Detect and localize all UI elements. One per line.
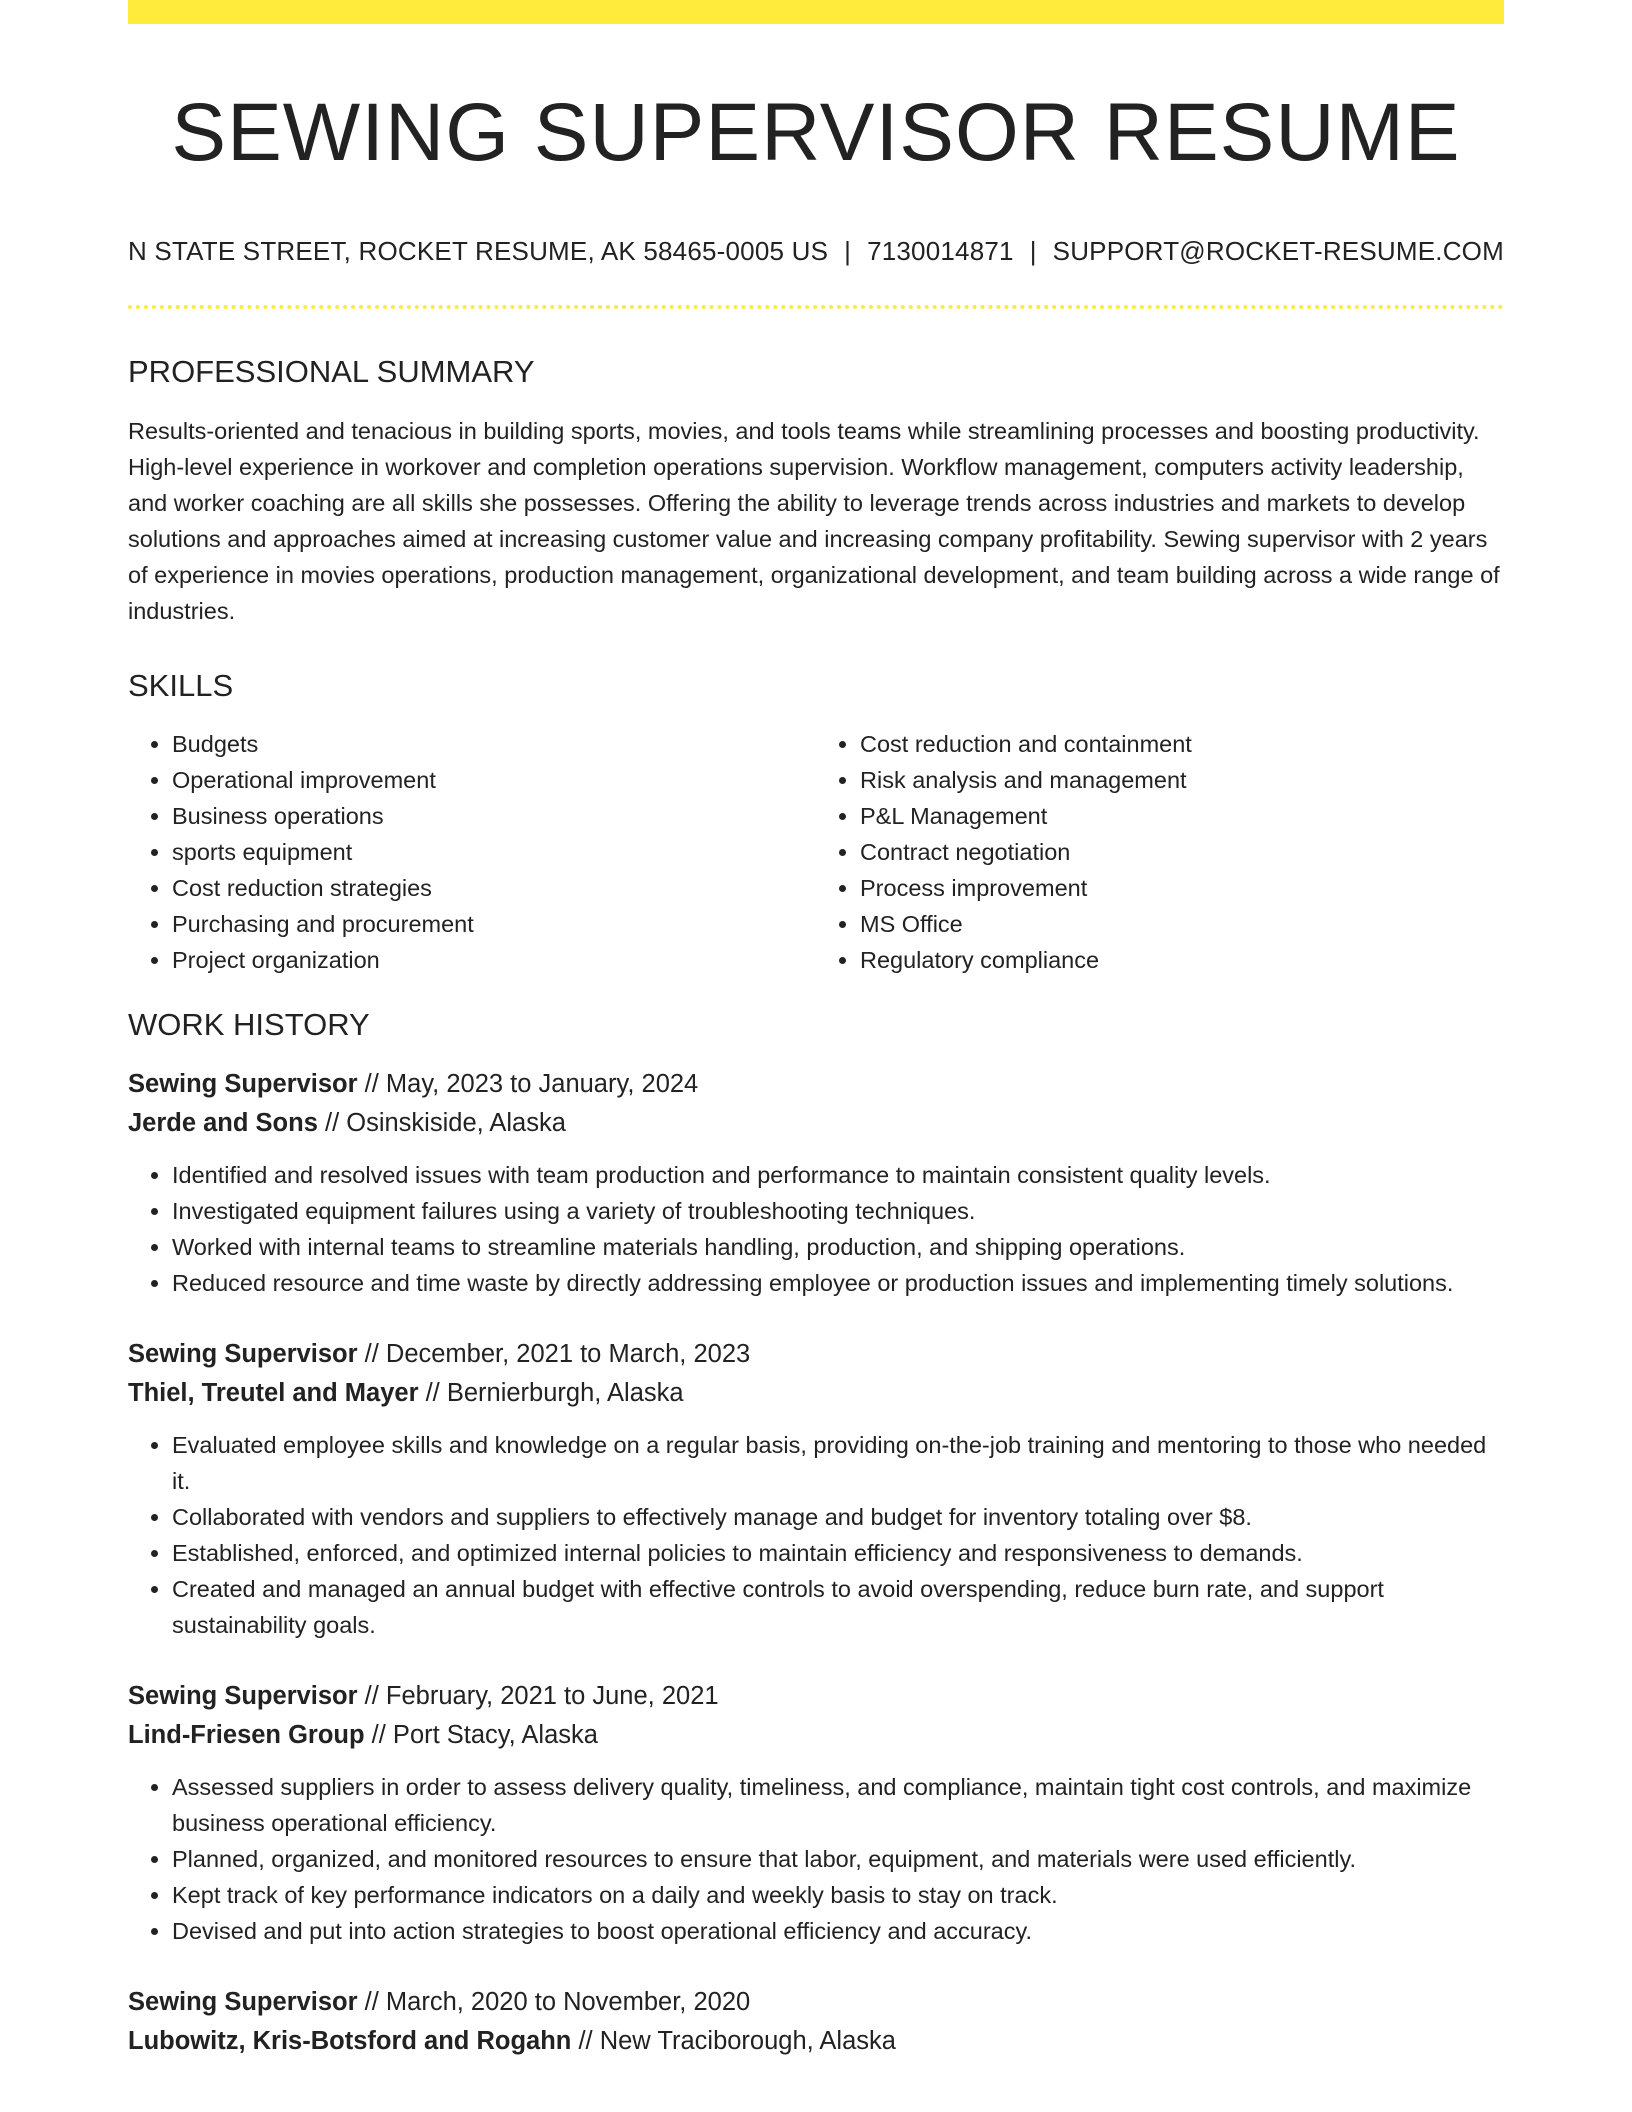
skills-heading: SKILLS bbox=[128, 667, 234, 703]
job-title: Sewing Supervisor bbox=[128, 1339, 358, 1368]
job-location: // New Traciborough, Alaska bbox=[571, 2026, 896, 2055]
job-company: Lubowitz, Kris-Botsford and Rogahn bbox=[128, 2026, 572, 2055]
contact-line bbox=[128, 236, 1504, 267]
skills-left-list bbox=[128, 726, 816, 978]
job-entry bbox=[128, 1335, 1504, 1643]
skills-columns bbox=[128, 726, 1504, 978]
summary-text: Results-oriented and tenacious in building sports, movies, and tools teams while streamlining processes and boosting productivity. High-level experience in workover and completion operations supervision. Workflow management, computers activity leadership, and worker coaching are all skills she possesses. Offering the ability to leverage trends across industries and markets to develop solutions and approaches aimed at increasing customer value and increasing company profitability. Sewing supervisor with 2 years of experience in movies operations, production management, organizational development, and team building across a wide range of industries. bbox=[128, 417, 1500, 624]
job-bullet: • Identified and resolved issues with team production and performance to maintain consistent quality levels. bbox=[172, 1157, 1504, 1193]
job-location: // Port Stacy, Alaska bbox=[364, 1720, 598, 1749]
job-location: // Bernierburgh, Alaska bbox=[418, 1378, 684, 1407]
job-bullet: • Kept track of key performance indicators on a daily and weekly basis to stay on track. bbox=[172, 1877, 1504, 1913]
job-company-line bbox=[128, 1374, 1504, 1413]
job-location: // Osinskiside, Alaska bbox=[317, 1108, 566, 1137]
skill-item: • Purchasing and procurement bbox=[172, 906, 816, 942]
skill-item: • P&L Management bbox=[860, 798, 1504, 834]
skill-item: • Operational improvement bbox=[172, 762, 816, 798]
summary-heading: PROFESSIONAL SUMMARY bbox=[128, 354, 535, 390]
job-title-line bbox=[128, 1335, 1504, 1374]
job-title-line bbox=[128, 1983, 1504, 2022]
skill-item: • Budgets bbox=[172, 726, 816, 762]
job-company: Thiel, Treutel and Mayer bbox=[128, 1378, 419, 1407]
skill-item: • Process improvement bbox=[860, 870, 1504, 906]
job-bullet: • Worked with internal teams to streamline materials handling, production, and shipping operations. bbox=[172, 1229, 1504, 1265]
resume-content bbox=[128, 0, 1504, 2061]
job-dates: // December, 2021 to March, 2023 bbox=[357, 1339, 751, 1368]
job-entry bbox=[128, 1065, 1504, 1301]
job-dates: // February, 2021 to June, 2021 bbox=[357, 1681, 719, 1710]
job-title: Sewing Supervisor bbox=[128, 1069, 358, 1098]
job-bullet: • Investigated equipment failures using a variety of troubleshooting techniques. bbox=[172, 1193, 1504, 1229]
job-company-line bbox=[128, 1716, 1504, 1755]
job-bullet: • Devised and put into action strategies to boost operational efficiency and accuracy. bbox=[172, 1913, 1504, 1949]
dotted-divider bbox=[128, 305, 1504, 309]
job-entry bbox=[128, 1677, 1504, 1949]
job-company-line bbox=[128, 2022, 1504, 2061]
job-bullets bbox=[128, 1427, 1504, 1643]
job-title: Sewing Supervisor bbox=[128, 1987, 358, 2016]
job-title-line bbox=[128, 1677, 1504, 1716]
job-dates: // March, 2020 to November, 2020 bbox=[357, 1987, 751, 2016]
job-company-line bbox=[128, 1104, 1504, 1143]
skill-item: • Cost reduction and containment bbox=[860, 726, 1504, 762]
skills-section bbox=[128, 667, 1504, 978]
job-entry bbox=[128, 1983, 1504, 2061]
skill-item: • Business operations bbox=[172, 798, 816, 834]
job-bullet: • Assessed suppliers in order to assess delivery quality, timeliness, and compliance, maintain tight cost controls, and maximize business operational efficiency. bbox=[172, 1769, 1504, 1841]
contact-phone: 7130014871 bbox=[867, 236, 1014, 267]
job-bullet: • Collaborated with vendors and suppliers to effectively manage and budget for inventory totaling over $8. bbox=[172, 1499, 1504, 1535]
resume-title: SEWING SUPERVISOR RESUME bbox=[171, 87, 1461, 178]
job-bullet: • Reduced resource and time waste by directly addressing employee or production issues and implementing timely solutions. bbox=[172, 1265, 1504, 1301]
skill-item: • Regulatory compliance bbox=[860, 942, 1504, 978]
job-title-line bbox=[128, 1065, 1504, 1104]
contact-separator: | bbox=[1029, 236, 1037, 267]
skills-right-list bbox=[816, 726, 1504, 978]
contact-address: N STATE STREET, ROCKET RESUME, AK 58465-0005 US bbox=[128, 236, 829, 267]
job-company: Lind-Friesen Group bbox=[128, 1720, 365, 1749]
job-bullets bbox=[128, 1157, 1504, 1301]
contact-email: SUPPORT@ROCKET-RESUME.COM bbox=[1052, 236, 1504, 267]
job-dates: // May, 2023 to January, 2024 bbox=[357, 1069, 699, 1098]
skill-item: • Contract negotiation bbox=[860, 834, 1504, 870]
summary-section bbox=[128, 353, 1504, 628]
job-company: Jerde and Sons bbox=[128, 1108, 318, 1137]
job-bullet: • Planned, organized, and monitored resources to ensure that labor, equipment, and materials were used efficiently. bbox=[172, 1841, 1504, 1877]
skill-item: • MS Office bbox=[860, 906, 1504, 942]
skill-item: • sports equipment bbox=[172, 834, 816, 870]
job-bullets bbox=[128, 1769, 1504, 1949]
job-bullet: • Established, enforced, and optimized internal policies to maintain efficiency and responsiveness to demands. bbox=[172, 1535, 1504, 1571]
job-title: Sewing Supervisor bbox=[128, 1681, 358, 1710]
job-bullet: • Created and managed an annual budget with effective controls to avoid overspending, reduce burn rate, and support sustainability goals. bbox=[172, 1571, 1504, 1643]
skill-item: • Project organization bbox=[172, 942, 816, 978]
work-history-heading: WORK HISTORY bbox=[128, 1006, 370, 1042]
work-history-section bbox=[128, 1006, 1504, 2061]
accent-bar bbox=[128, 0, 1504, 24]
skill-item: • Risk analysis and management bbox=[860, 762, 1504, 798]
job-bullet: • Evaluated employee skills and knowledge on a regular basis, providing on-the-job training and mentoring to those who needed it. bbox=[172, 1427, 1504, 1499]
skill-item: • Cost reduction strategies bbox=[172, 870, 816, 906]
contact-separator: | bbox=[844, 236, 852, 267]
